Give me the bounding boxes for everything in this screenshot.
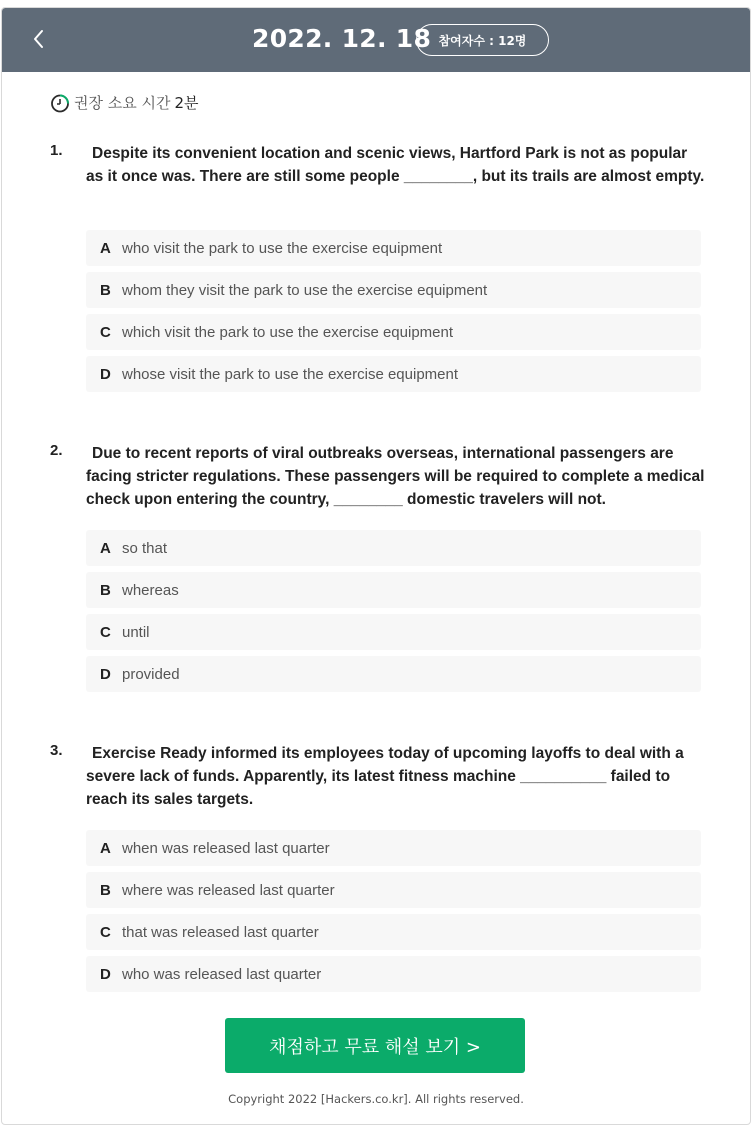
option-a[interactable] xyxy=(86,830,701,866)
option-d[interactable] xyxy=(86,656,701,692)
option-b[interactable] xyxy=(86,272,701,308)
option-letter: B xyxy=(100,881,111,899)
time-value: 2분 xyxy=(174,94,199,112)
option-letter: A xyxy=(100,239,111,257)
option-text: who visit the park to use the exercise equipment xyxy=(122,239,443,257)
option-letter: A xyxy=(100,539,111,557)
option-text: provided xyxy=(122,665,180,683)
option-a[interactable] xyxy=(86,230,701,266)
option-d[interactable] xyxy=(86,956,701,992)
question-text: Despite its convenient location and scenic views, Hartford Park is not as popular as it once was. There are still some people ________, but its trails are almost empty. xyxy=(86,145,705,185)
question-text: Due to recent reports of viral outbreaks overseas, international passengers are facing stricter regulations. These passengers will be required to complete a medical check upon entering the country, ________ domestic travelers will not. xyxy=(86,445,705,508)
option-text: so that xyxy=(122,539,168,557)
option-list xyxy=(86,230,701,398)
option-letter: D xyxy=(100,965,111,983)
option-b[interactable] xyxy=(86,572,701,608)
option-text: when was released last quarter xyxy=(122,839,330,857)
option-letter: C xyxy=(100,323,111,341)
option-list xyxy=(86,530,701,698)
option-text: which visit the park to use the exercise equipment xyxy=(122,323,454,341)
option-list xyxy=(86,830,701,998)
timer-icon xyxy=(50,93,70,113)
copyright-text: Copyright 2022 [Hackers.co.kr]. All rights reserved. xyxy=(228,1092,524,1106)
header-bar xyxy=(2,8,750,72)
option-b[interactable] xyxy=(86,872,701,908)
option-letter: D xyxy=(100,365,111,383)
option-text: that was released last quarter xyxy=(122,923,319,941)
option-c[interactable] xyxy=(86,314,701,350)
back-button[interactable] xyxy=(24,24,54,54)
option-letter: A xyxy=(100,839,111,857)
question-number: 1. xyxy=(50,142,63,159)
grade-and-view-explanation-button[interactable]: 채점하고 무료 해설 보기 > xyxy=(225,1018,525,1073)
option-text: whom they visit the park to use the exercise equipment xyxy=(122,281,488,299)
option-c[interactable] xyxy=(86,914,701,950)
option-text: whereas xyxy=(122,581,179,599)
option-a[interactable] xyxy=(86,530,701,566)
option-text: who was released last quarter xyxy=(122,965,322,983)
option-text: until xyxy=(122,623,150,641)
option-letter: D xyxy=(100,665,111,683)
participants-badge: 참여자수 : 12명 xyxy=(416,24,549,56)
option-text: whose visit the park to use the exercise equipment xyxy=(122,365,459,383)
time-label: 권장 소요 시간 xyxy=(74,94,171,112)
question-text: Exercise Ready informed its employees today of upcoming layoffs to deal with a severe lack of funds. Apparently, its latest fitness machine __________ failed to reach its sales targets. xyxy=(86,745,684,808)
option-letter: B xyxy=(100,581,111,599)
option-letter: B xyxy=(100,281,111,299)
option-letter: C xyxy=(100,623,111,641)
chevron-left-icon xyxy=(24,24,54,54)
question-number: 2. xyxy=(50,442,63,459)
option-letter: C xyxy=(100,923,111,941)
quiz-card xyxy=(1,7,751,1125)
option-text: where was released last quarter xyxy=(122,881,335,899)
question-number: 3. xyxy=(50,742,63,759)
option-d[interactable] xyxy=(86,356,701,392)
quiz-date: 2022. 12. 18 xyxy=(252,24,432,53)
recommended-time xyxy=(50,92,199,113)
option-c[interactable] xyxy=(86,614,701,650)
